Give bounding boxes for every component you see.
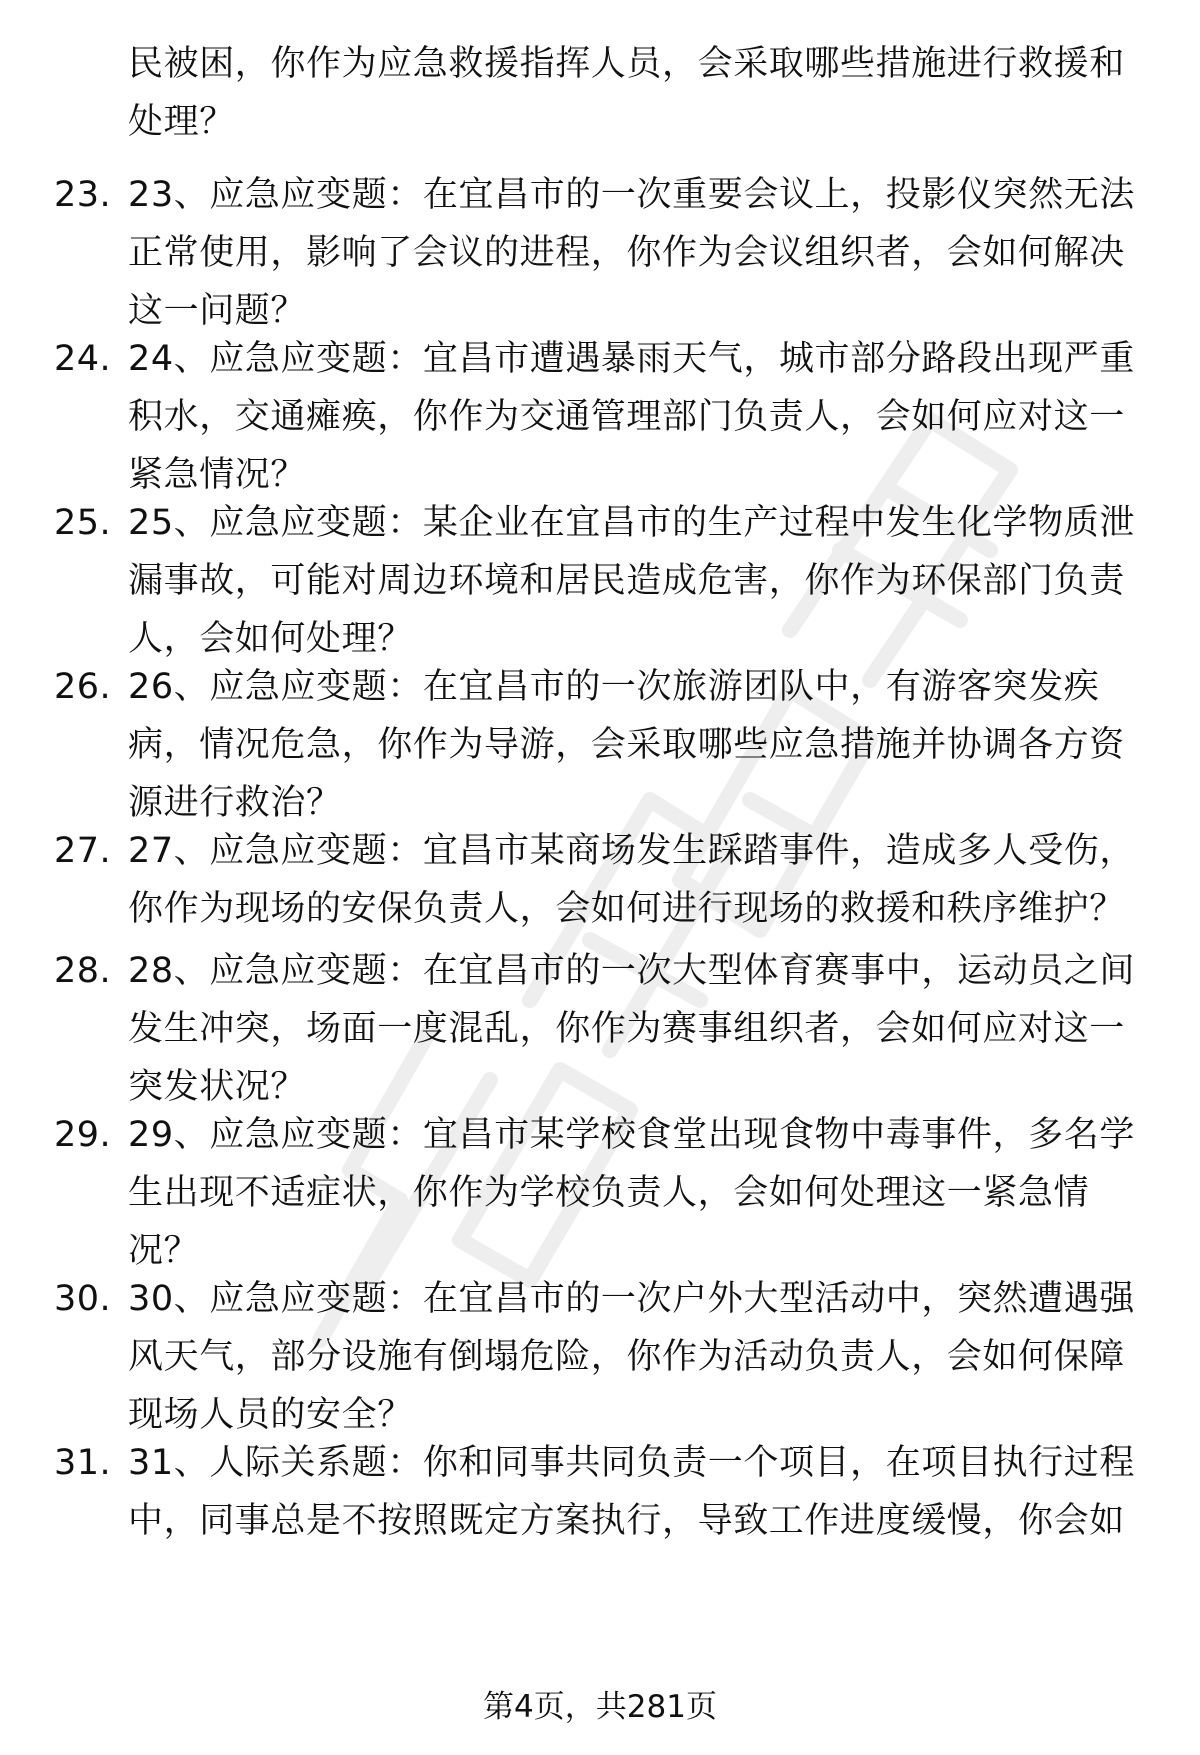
text-line: 这一问题？ <box>128 291 307 331</box>
text-line: 正常使用，影响了会议的进程，你作为会议组织者，会如何解决 <box>128 233 1125 273</box>
text-line: 25、应急应变题：某企业在宜昌市的生产过程中发生化学物质泄 <box>128 503 1135 543</box>
question-text <box>128 942 1138 1116</box>
question-text <box>128 1270 1138 1444</box>
question-text <box>128 658 1138 832</box>
text-line: 况？ <box>128 1231 200 1271</box>
text-line: 紧急情况？ <box>128 455 307 495</box>
question-text <box>128 330 1138 504</box>
text-line: 突发状况？ <box>128 1067 307 1107</box>
item-number: 25. <box>54 503 112 543</box>
question-text <box>128 822 1138 938</box>
item-number: 26. <box>54 667 112 707</box>
item-number: 29. <box>54 1115 112 1155</box>
text-line: 中，同事总是不按照既定方案执行，导致工作进度缓慢，你会如 <box>128 1501 1125 1541</box>
question-text <box>128 494 1138 668</box>
item-number: 27. <box>54 831 112 871</box>
text-line: 你作为现场的安保负责人，会如何进行现场的救援和秩序维护？ <box>128 889 1125 929</box>
question-text <box>128 1434 1138 1550</box>
question-text <box>128 35 1138 151</box>
text-line: 民被困，你作为应急救援指挥人员，会采取哪些措施进行救援和 <box>128 44 1125 84</box>
item-number: 31. <box>54 1443 112 1483</box>
item-number: 30. <box>54 1279 112 1319</box>
text-line: 人，会如何处理？ <box>128 619 413 659</box>
text-line: 源进行救治？ <box>128 783 342 823</box>
text-line: 病，情况危急，你作为导游，会采取哪些应急措施并协调各方资 <box>128 725 1125 765</box>
text-line: 24、应急应变题：宜昌市遭遇暴雨天气，城市部分路段出现严重 <box>128 339 1135 379</box>
text-line: 积水，交通瘫痪，你作为交通管理部门负责人，会如何应对这一 <box>128 397 1125 437</box>
text-line: 31、人际关系题：你和同事共同负责一个项目，在项目执行过程 <box>128 1443 1135 1483</box>
text-line: 生出现不适症状，你作为学校负责人，会如何处理这一紧急情 <box>128 1173 1090 1213</box>
text-line: 处理？ <box>128 102 235 142</box>
item-number: 24. <box>54 339 112 379</box>
text-line: 风天气，部分设施有倒塌危险，你作为活动负责人，会如何保障 <box>128 1337 1125 1377</box>
text-line: 现场人员的安全？ <box>128 1395 413 1435</box>
page-footer: 第4页，共281页 <box>483 1689 717 1725</box>
text-line: 漏事故，可能对周边环境和居民造成危害，你作为环保部门负责 <box>128 561 1125 601</box>
text-line: 26、应急应变题：在宜昌市的一次旅游团队中，有游客突发疾 <box>128 667 1100 707</box>
text-line: 发生冲突，场面一度混乱，你作为赛事组织者，会如何应对这一 <box>128 1009 1125 1049</box>
item-number: 23. <box>54 175 112 215</box>
question-text <box>128 1106 1138 1280</box>
text-line: 27、应急应变题：宜昌市某商场发生踩踏事件，造成多人受伤， <box>128 831 1135 871</box>
item-number: 28. <box>54 951 112 991</box>
text-line: 23、应急应变题：在宜昌市的一次重要会议上，投影仪突然无法 <box>128 175 1135 215</box>
text-line: 30、应急应变题：在宜昌市的一次户外大型活动中，突然遭遇强 <box>128 1279 1135 1319</box>
text-line: 28、应急应变题：在宜昌市的一次大型体育赛事中，运动员之间 <box>128 951 1135 991</box>
question-text <box>128 166 1138 340</box>
text-line: 29、应急应变题：宜昌市某学校食堂出现食物中毒事件，多名学 <box>128 1115 1135 1155</box>
